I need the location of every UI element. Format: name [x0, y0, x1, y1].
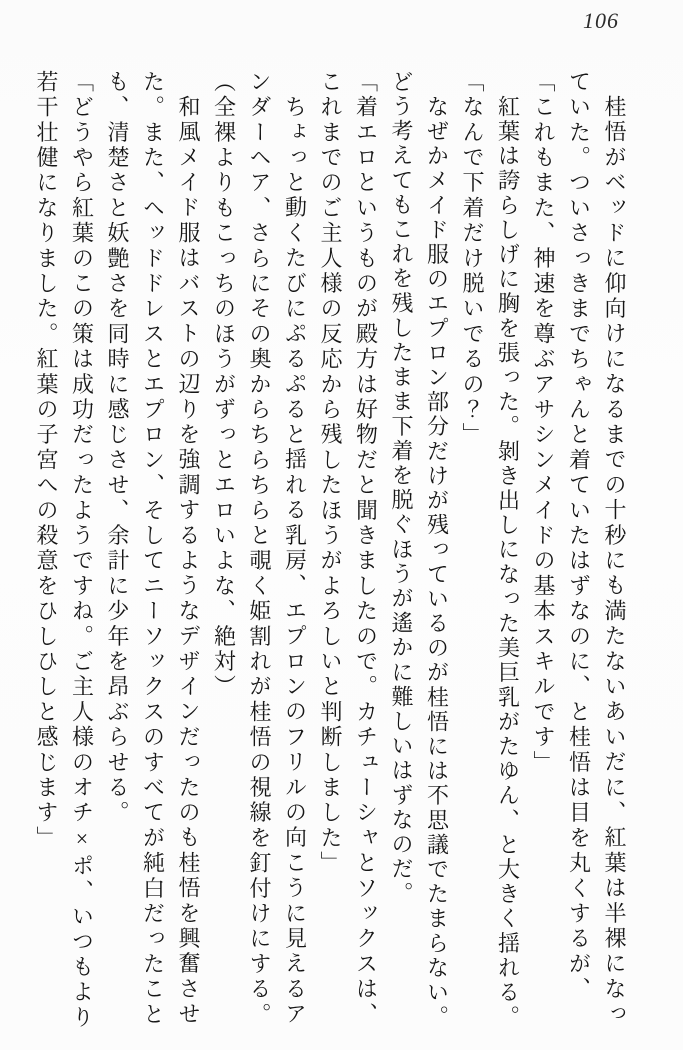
paragraph: ちょっと動くたびにぷるぷると揺れる乳房、エプロンのフリルの向こうに見えるアンダーヘア、さらにその奥からちらちらと覗く姫割れが桂悟の視線を釘付けにする。	[247, 70, 308, 1028]
page-number: 106	[583, 8, 619, 33]
paragraph: 紅葉は誇らしげに胸を張った。剝き出しになった美巨乳がたゆん、と大きく揺れる。	[495, 95, 521, 1030]
paragraph: 「着エロというものが殿方は好物だと聞きましたので。カチューシャとソックスは、これまでのご主人様の反応から残したほうがよろしいと判断しました」	[318, 70, 379, 1028]
paragraph: （全裸よりもこっちのほうがずっとエロいよな、絶対）	[211, 70, 237, 700]
paragraph: 桂悟がベッドに仰向けになるまでの十秒にも満たないあいだに、紅葉は半裸になっていた。ついさっきまでちゃんと着ていたはずなのに、と桂悟は目を丸くするが、	[566, 70, 627, 1028]
page-text	[20, 70, 632, 1038]
paragraph: 「なんで下着だけ脱いでるの？」	[460, 70, 485, 448]
paragraph: 「これもまた、神速を尊ぶアサシンメイドの基本スキルです」	[531, 70, 556, 776]
paragraph: 「どうやら紅葉のこの策は成功だったようですね。ご主人様のオチ×ポ、いつもより若干壮健になりました。紅葉の子宮への殺意をひしひしと感じます」	[34, 70, 95, 1031]
paragraph: 和風メイド服はバストの辺りを強調するようなデザインだったのも桂悟を興奮させた。また、ヘッドドレスとエプロン、そしてニーソックスのすべてが純白だったことも、清楚さと妖艶さを同時に感じさせ、余計に少年を昂ぶらせる。	[105, 70, 201, 1028]
paragraph: なぜかメイド服のエプロン部分だけが残っているのが桂悟には不思議でたまらない。どう考えてもこれを残したまま下着を脱ぐほうが遙かに難しいはずなのだ。	[389, 70, 450, 1030]
